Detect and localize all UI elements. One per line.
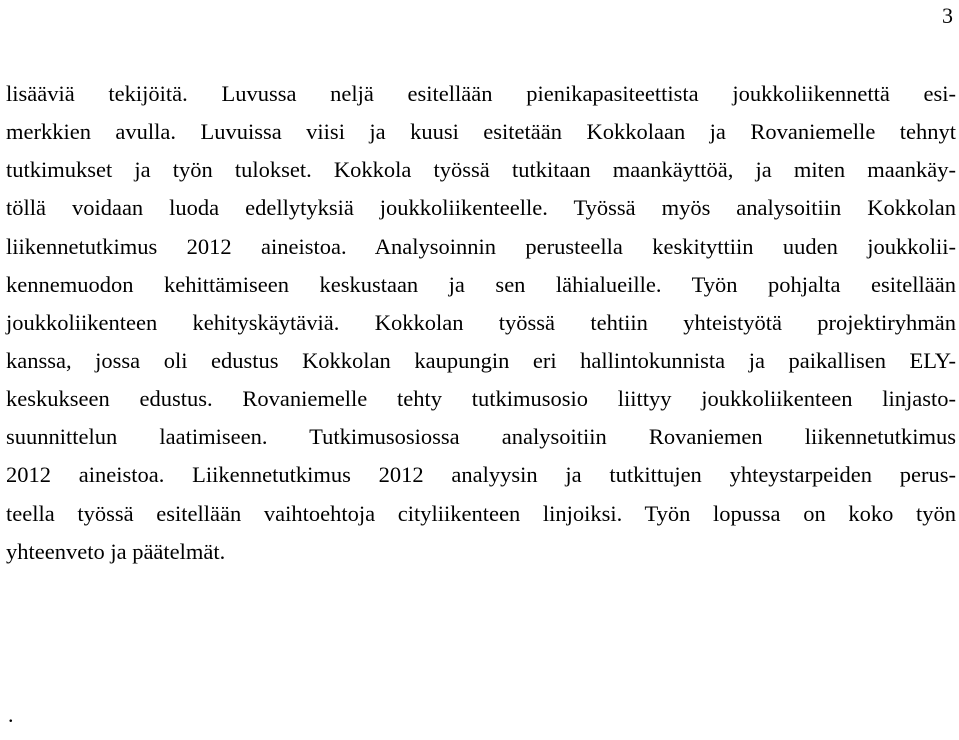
paragraph-line: lisääviä tekijöitä. Luvussa neljä esitellään pienikapasiteettista joukkoliikennettä esi- (6, 81, 956, 106)
footer-mark: . (8, 702, 14, 727)
paragraph-line: töllä voidaan luoda edellytyksiä joukkoliikenteelle. Työssä myös analysoitiin Kokkolan (6, 195, 956, 221)
body-paragraph (6, 75, 956, 571)
paragraph-line: 2012 aineistoa. Liikennetutkimus 2012 analyysin ja tutkittujen yhteystarpeiden perus- (6, 462, 956, 488)
paragraph-line: yhteenveto ja päätelmät. (6, 538, 226, 564)
paragraph-line: joukkoliikenteen kehityskäytäviä. Kokkolan työssä tehtiin yhteistyötä projektiryhmän (6, 309, 956, 335)
paragraph-line: tutkimukset ja työn tulokset. Kokkola työssä tutkitaan maankäyttöä, ja miten maankäy- (6, 157, 956, 183)
paragraph-line: kanssa, jossa oli edustus Kokkolan kaupungin eri hallintokunnista ja paikallisen ELY- (6, 347, 956, 373)
paragraph-line: kennemuodon kehittämiseen keskustaan ja sen lähialueille. Työn pohjalta esitellään (6, 271, 956, 297)
paragraph-line: suunnittelun laatimiseen. Tutkimusosiossa analysoitiin Rovaniemen liikennetutkimus (6, 424, 956, 450)
paragraph-line: liikennetutkimus 2012 aineistoa. Analysoinnin perusteella keskityttiin uuden joukkolii- (6, 233, 956, 259)
paragraph-line: keskukseen edustus. Rovaniemelle tehty tutkimusosio liittyy joukkoliikenteen linjasto- (6, 386, 956, 412)
paragraph-line: merkkien avulla. Luvuissa viisi ja kuusi esitetään Kokkolaan ja Rovaniemelle tehnyt (6, 119, 956, 145)
paragraph-line: teella työssä esitellään vaihtoehtoja cityliikenteen linjoiksi. Työn lopussa on koko työn (6, 500, 956, 526)
page-number: 3 (942, 3, 953, 28)
